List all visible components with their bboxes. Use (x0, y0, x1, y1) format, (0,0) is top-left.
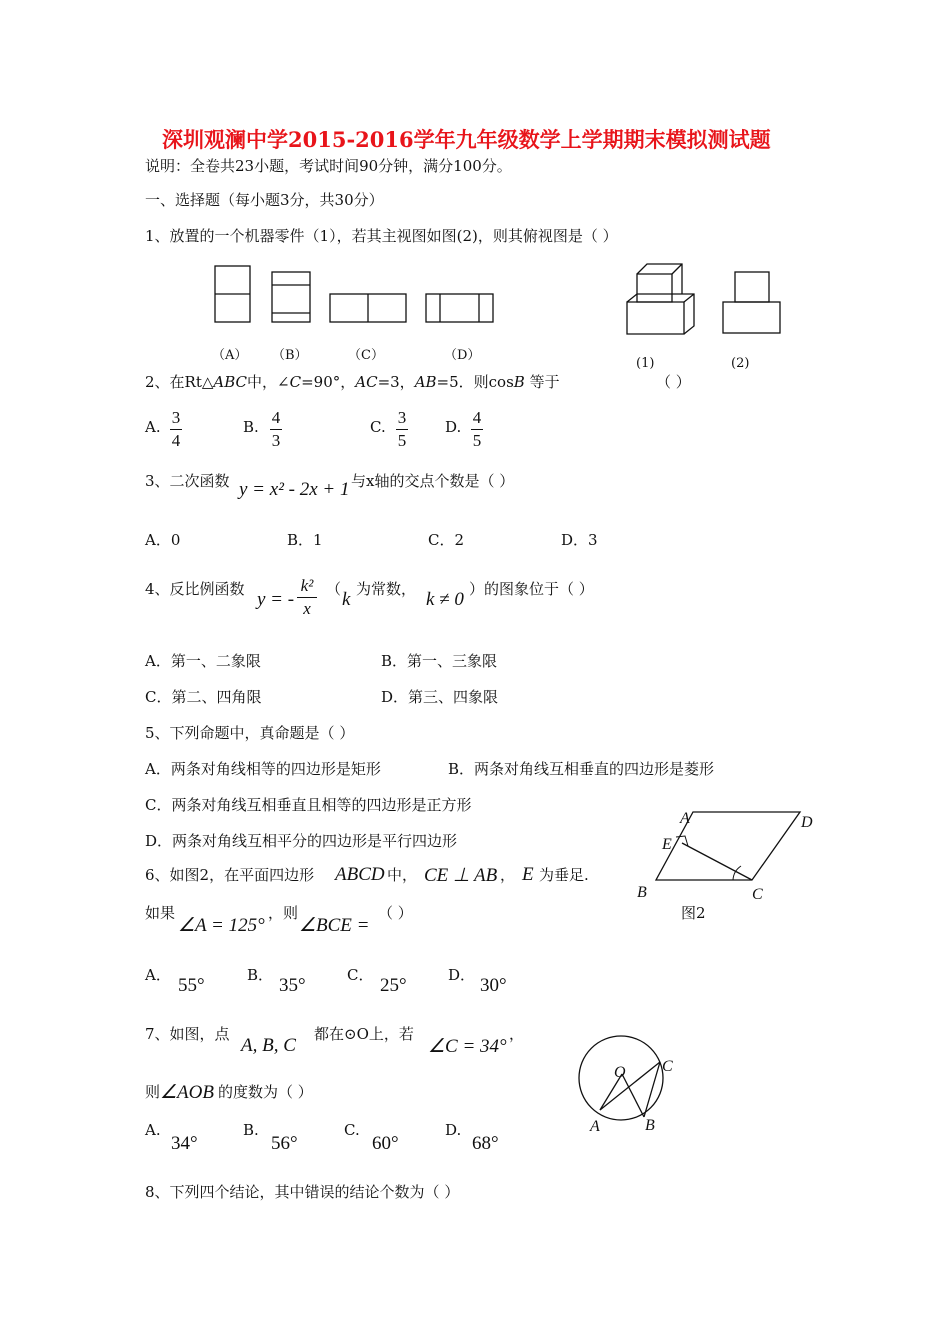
q6-option-b-label: B． (247, 966, 274, 984)
q3-option-a: A．0 (145, 531, 181, 549)
q1-figure-2-caption: (2) (731, 356, 750, 371)
q6-option-a-label: A． (145, 966, 171, 984)
q6-stem-mid: 中， (387, 866, 418, 884)
q2-option-d-fraction: 4 5 (472, 408, 482, 450)
q5-option-c: C．两条对角线互相垂直且相等的四边形是正方形 (145, 796, 472, 814)
q2-option-d-label: D. (445, 418, 462, 436)
question-6-stem: 6、如图2，在平面四边形 (145, 866, 315, 884)
q1-option-a-label: （A） (212, 348, 248, 363)
q7-option-d-value: 68° (472, 1133, 499, 1154)
q6-option-a-value: 55° (178, 975, 205, 996)
q7-option-c-value: 60° (372, 1133, 399, 1154)
q2-option-a-label: A. (145, 418, 161, 436)
q4-option-d: D．第三、四象限 (381, 688, 499, 706)
q6-quadrilateral-abcd: ABCD (335, 864, 385, 885)
q7-figure-label-a: A (590, 1118, 600, 1135)
q7-option-d-label: D. (445, 1121, 462, 1139)
q5-option-a: A．两条对角线相等的四边形是矩形 (145, 760, 381, 778)
question-3-stem-end: 与x轴的交点个数是（ ） (351, 472, 515, 490)
q7-angle-aob: ∠AOB (160, 1082, 214, 1103)
q2-option-c-fraction: 3 5 (397, 408, 407, 450)
q2-answer-blank: （ ） (656, 373, 691, 391)
q2-option-b-label: B. (243, 418, 259, 436)
q7-option-a-value: 34° (171, 1133, 198, 1154)
q7-figure-label-b: B (645, 1117, 655, 1134)
question-8-stem: 8、下列四个结论，其中错误的结论个数为（ ） (145, 1183, 460, 1201)
q4-option-c: C．第二、四角限 (145, 688, 262, 706)
q3-option-d: D．3 (561, 531, 598, 549)
section-heading: 一、选择题（每小题3分，共30分） (145, 191, 384, 209)
q6-angle-a: ∠A = 125° (178, 915, 265, 936)
q4-condition: k ≠ 0 (426, 589, 464, 610)
q6-answer-blank: （ ） (378, 904, 413, 922)
q7-option-b-label: B. (243, 1121, 259, 1139)
q6-option-d-label: D． (448, 966, 476, 984)
q4-option-b: B．第一、三象限 (381, 652, 498, 670)
q7-stem-then: 则 (145, 1083, 161, 1101)
q7-points: A, B, C (241, 1035, 296, 1056)
q7-option-a-label: A. (145, 1121, 161, 1139)
q7-stem-mid: 都在⊙O上，若 (314, 1025, 414, 1043)
q6-angle-bce: ∠BCE = (299, 915, 370, 936)
q2-option-b-fraction: 4 3 (271, 408, 281, 450)
q5-option-b: B．两条对角线互相垂直的四边形是菱形 (448, 760, 715, 778)
q3-quadratic-function: y = x² - 2x + 1 (239, 479, 350, 500)
q6-stem-end: 为垂足. (539, 866, 589, 884)
q2-option-a-fraction: 3 4 (171, 408, 181, 450)
q4-stem-mid: 为常数， (356, 580, 417, 598)
q6-figure-label-e: E (662, 836, 672, 853)
q6-option-c-value: 25° (380, 975, 407, 996)
q7-figure-label-o: O (614, 1064, 626, 1081)
q7-angle-c: ∠C = 34° (428, 1036, 507, 1057)
question-4-stem: 4、反比例函数 (145, 580, 245, 598)
q4-stem-end: ）的图象位于（ ） (469, 580, 594, 598)
question-3-stem: 3、二次函数 (145, 472, 230, 490)
q6-point-e: E (522, 864, 534, 885)
q6-figure-label-a: A (680, 810, 690, 827)
q2-option-c-label: C. (370, 418, 386, 436)
q6-option-d-value: 30° (480, 975, 507, 996)
question-2-stem: 2、在Rt△ABC中，∠C=90°，AC=3，AB=5．则cosB 等于 (145, 373, 560, 391)
q6-option-b-value: 35° (279, 975, 306, 996)
q6-option-c-label: C． (347, 966, 374, 984)
q1-option-b-label: （B） (272, 348, 308, 363)
q1-figure-1-caption: (1) (636, 356, 655, 371)
q6-figure-label-b: B (637, 884, 647, 901)
q1-option-c-label: （C） (348, 348, 384, 363)
q6-stem-if: 如果 (145, 904, 176, 922)
q3-option-c: C．2 (428, 531, 465, 549)
question-1-stem: 1、放置的一个机器零件（1），若其主视图如图(2)，则其俯视图是（ ） (145, 227, 618, 245)
q7-option-c-label: C. (344, 1121, 360, 1139)
q7-stem-comma: ， (509, 1025, 525, 1043)
q7-stem-end: 的度数为（ ） (218, 1083, 313, 1101)
q4-paren-open: （ (326, 580, 342, 598)
q3-option-b: B．1 (287, 531, 323, 549)
q5-option-d: D．两条对角线互相平分的四边形是平行四边形 (145, 832, 458, 850)
q7-option-b-value: 56° (271, 1133, 298, 1154)
q4-function-lhs: y = - (257, 589, 295, 610)
q6-comma: ， (500, 866, 516, 884)
exam-instructions: 说明：全卷共23小题，考试时间90分钟，满分100分。 (145, 157, 512, 175)
q6-figure-label-c: C (752, 886, 763, 903)
q7-figure-label-c: C (662, 1058, 673, 1075)
q6-stem-then: ，则 (268, 904, 299, 922)
q6-perpendicular: CE ⊥ AB (424, 865, 498, 886)
q4-function-fraction: k² x (297, 576, 317, 619)
q4-constant-k: k (342, 589, 351, 610)
page-title: 深圳观澜中学2015-2016学年九年级数学上学期期末模拟测试题 (162, 127, 771, 152)
q1-option-d-label: （D） (444, 348, 481, 363)
q6-figure-label-d: D (801, 814, 813, 831)
question-7-stem: 7、如图，点 (145, 1025, 230, 1043)
q6-figure-caption: 图2 (681, 904, 706, 922)
question-5-stem: 5、下列命题中，真命题是（ ） (145, 724, 355, 742)
q4-option-a: A．第一、二象限 (145, 652, 261, 670)
